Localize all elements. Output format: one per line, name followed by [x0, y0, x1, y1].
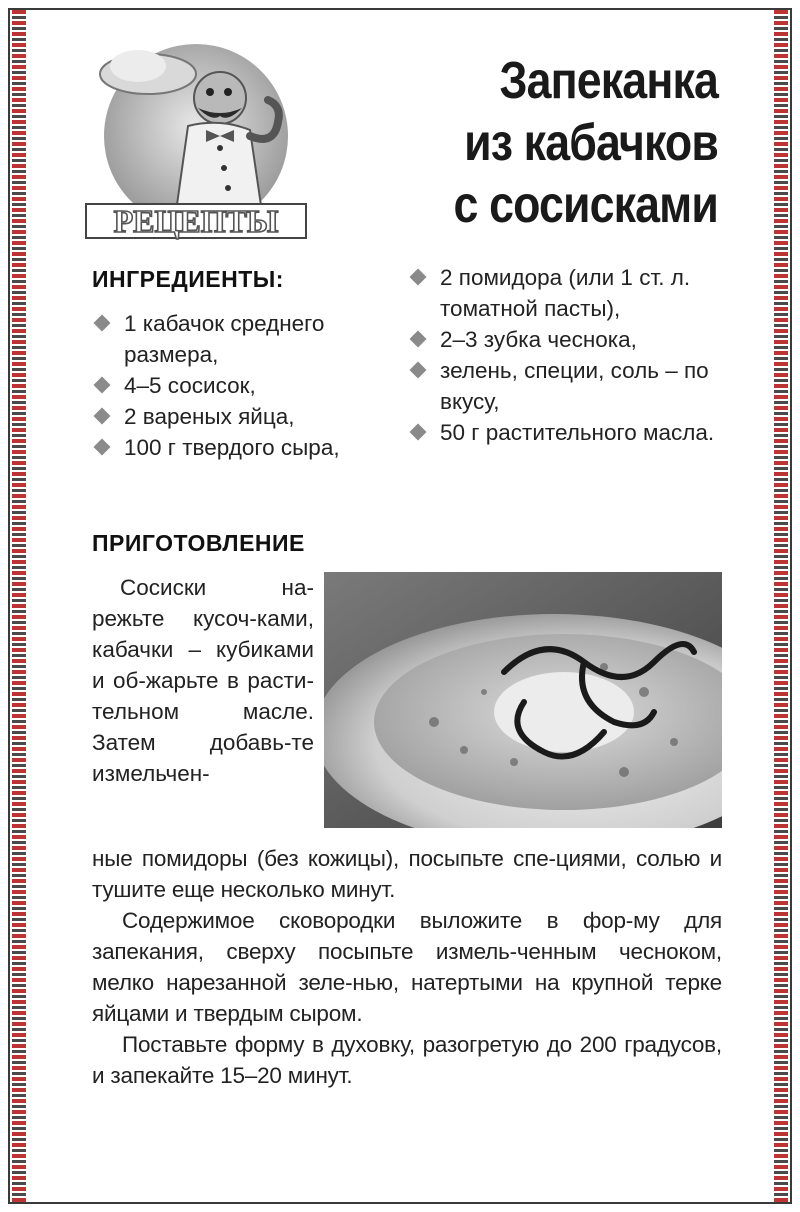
list-item: 4–5 сосисок, — [92, 370, 402, 401]
left-ornament-border — [12, 10, 26, 1202]
recipe-title — [408, 50, 718, 236]
preparation-intro — [92, 572, 314, 789]
ingredients-column-1 — [92, 308, 402, 463]
casserole-photo — [324, 572, 722, 828]
ingredients-column-2 — [408, 262, 738, 448]
list-item: 2–3 зубка чеснока, — [408, 324, 738, 355]
ingredients-heading: ИНГРЕДИЕНТЫ: — [92, 266, 284, 292]
title-line-2: из кабачков — [464, 114, 718, 172]
list-item: 50 г растительного масла. — [408, 417, 738, 448]
list-item: 100 г твердого сыра, — [92, 432, 402, 463]
right-ornament-border — [774, 10, 788, 1202]
preparation-body — [92, 843, 722, 1091]
preparation-paragraph-3: Поставьте форму в духовку, разогретую до 200 градусов, и запекайте 15–20 минут. — [92, 1032, 722, 1088]
list-item: 2 вареных яйца, — [92, 401, 402, 432]
list-item: зелень, специи, соль – по вкусу, — [408, 355, 738, 417]
recipes-logo — [78, 26, 318, 246]
title-line-3: с сосисками — [453, 176, 718, 234]
casserole-photo-icon — [324, 572, 722, 828]
list-item: 2 помидора (или 1 ст. л. томатной пасты), — [408, 262, 738, 324]
preparation-heading: ПРИГОТОВЛЕНИЕ — [92, 530, 305, 556]
preparation-intro-text: Сосиски на-режьте кусоч-ками, кабачки – кубиками и об-жарьте в расти-тельном масле. Затем добавь-те измельчен- — [92, 575, 314, 786]
title-line-1: Запеканка — [499, 52, 718, 110]
list-item: 1 кабачок среднего размера, — [92, 308, 402, 370]
chef-icon — [78, 26, 318, 246]
logo-label: РЕЦЕПТЫ — [113, 203, 279, 239]
preparation-continuation: ные помидоры (без кожицы), посыпьте спе-циями, солью и тушите еще несколько минут. — [92, 846, 722, 902]
preparation-paragraph-2: Содержимое сковородки выложите в фор-му для запекания, сверху посыпьте измель-ченным чесноком, мелко нарезанной зеле-нью, натертыми на крупной терке яйцами и твердым сыром. — [92, 908, 722, 1026]
